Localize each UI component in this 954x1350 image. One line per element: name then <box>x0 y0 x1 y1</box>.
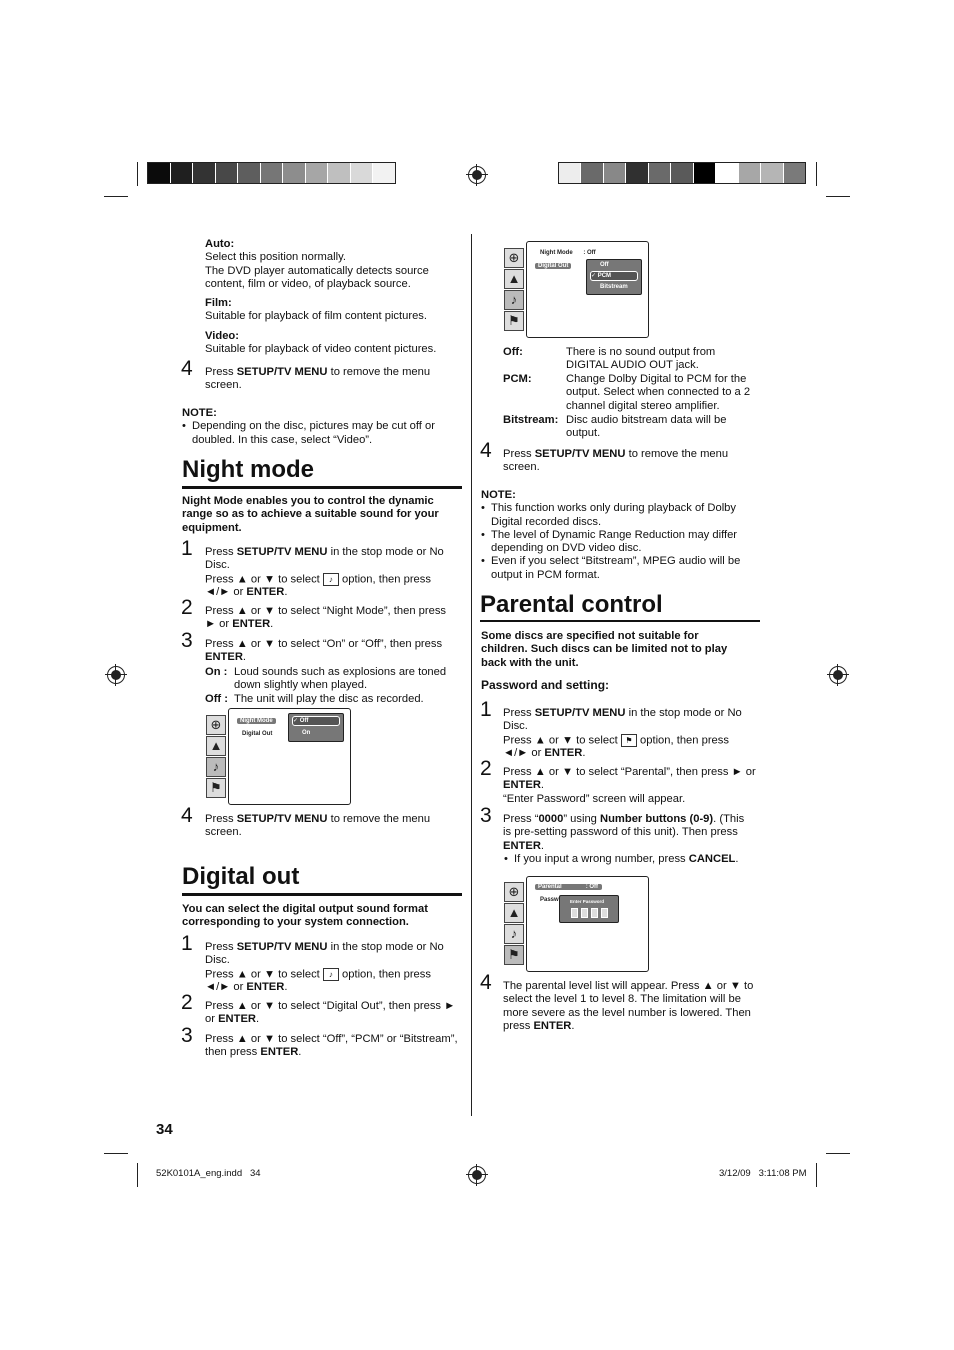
speaker-icon: ♪ <box>323 968 339 981</box>
note-bullet: • The level of Dynamic Range Reduction may differ depending on DVD video disc. <box>481 529 766 556</box>
note-bullet: • This function works only during playback of Dolby Digital recorded discs. <box>481 502 766 529</box>
step-number: 4 <box>480 439 492 462</box>
speaker-icon: ♪ <box>504 924 524 944</box>
on-description: On : Loud sounds such as explosions are toned down slightly when played. Off : The unit will play the disc as recorded. <box>205 666 447 705</box>
section-title-parental-control: Parental control <box>480 591 663 618</box>
definition-list <box>503 346 765 441</box>
section-rule <box>480 620 760 622</box>
auto-label: Auto: <box>205 238 235 250</box>
note <box>481 489 766 582</box>
note-title: NOTE: <box>481 489 516 501</box>
step-number: 3 <box>181 629 193 652</box>
note-bullet: • Depending on the disc, pictures may be cut off or doubled. In this case, select “Video”. <box>182 420 467 447</box>
step-text: Press SETUP/TV MENU to remove the menu screen. <box>503 448 729 474</box>
color-swatch <box>716 163 738 183</box>
page-number: 34 <box>156 1121 173 1138</box>
color-swatch <box>261 163 284 183</box>
section-rule <box>182 486 462 489</box>
osd-option-off: ✓ Off <box>292 716 340 726</box>
osd-option-on: On <box>302 730 311 736</box>
step-number: 4 <box>181 357 193 380</box>
color-swatch <box>373 163 395 183</box>
osd-row-digital-out: Digital Out <box>535 263 571 269</box>
osd-option-bitstream: Bitstream <box>600 284 628 290</box>
step-text: The parental level list will appear. Press ▲ or ▼ to select the level 1 to level 8. The limitation will be more severe as the level number is lowered. Then press ENTER. <box>503 980 754 1032</box>
osd-row-night-mode: Night Mode <box>540 250 573 256</box>
step-number: 3 <box>181 1024 193 1047</box>
film-text: Suitable for playback of film content pictures. <box>205 310 427 323</box>
step-number: 4 <box>181 804 193 827</box>
step-text: Press SETUP/TV MENU in the stop mode or No Disc. Press ▲ or ▼ to select ♪ option, then press ◄/► or ENTER. <box>205 546 444 599</box>
footer-file: 52K0101A_eng.indd 34 <box>156 1168 261 1179</box>
password-boxes <box>571 908 611 918</box>
password-dialog-title: Enter Password <box>570 899 605 904</box>
color-swatch <box>604 163 626 183</box>
footer-date: 3/12/09 3:11:08 PM <box>719 1168 807 1179</box>
osd-row-value: : Off <box>585 884 599 890</box>
step-text: Press SETUP/TV MENU in the stop mode or No Disc. Press ▲ or ▼ to select ♪ option, then press ◄/► or ENTER. <box>205 941 444 994</box>
note <box>182 407 467 447</box>
color-swatch <box>328 163 351 183</box>
step-number: 2 <box>181 596 193 619</box>
night-mode-intro: Night Mode enables you to control the dynamic range so as to achieve a suitable sound for your equipment. <box>182 495 439 534</box>
step-text: Press SETUP/TV MENU to remove the menu screen. <box>205 813 431 839</box>
speaker-icon: ♪ <box>323 573 339 586</box>
video-label: Video: <box>205 330 239 342</box>
crop-mark <box>137 162 138 186</box>
color-swatch <box>559 163 581 183</box>
note-bullet: • Even if you select “Bitstream”, MPEG audio will be output in PCM format. <box>481 555 766 582</box>
step-number: 3 <box>480 804 492 827</box>
osd-screen <box>228 708 351 805</box>
note-title: NOTE: <box>182 407 217 419</box>
color-swatch <box>626 163 648 183</box>
auto-text: Select this position normally. <box>205 251 346 264</box>
osd-popup <box>586 259 642 295</box>
globe-icon: ⊕ <box>206 715 226 735</box>
osd-row-night-mode: Night Mode <box>237 718 276 724</box>
step-number: 1 <box>480 698 492 721</box>
speaker-icon: ♪ <box>504 290 524 310</box>
crop-mark <box>826 1153 850 1154</box>
registration-mark-icon <box>107 666 125 684</box>
speaker-icon: ♪ <box>206 757 226 777</box>
password-dialog <box>559 895 619 923</box>
parental-icon: ⚑ <box>504 311 524 331</box>
color-swatch <box>581 163 603 183</box>
color-swatch <box>649 163 671 183</box>
step-number: 1 <box>181 932 193 955</box>
crop-mark <box>826 196 850 197</box>
parental-icon: ⚑ <box>206 778 226 798</box>
color-swatch <box>671 163 693 183</box>
definition-bitstream: Bitstream: Disc audio bitstream data will be output. <box>503 414 727 440</box>
color-swatch <box>784 163 805 183</box>
section-title-night-mode: Night mode <box>182 456 314 483</box>
osd-row-parental: Parental <box>538 884 562 890</box>
parental-icon: ⚑ <box>504 945 524 965</box>
osd-row-password: Passw <box>540 897 559 903</box>
crop-mark <box>816 1163 817 1187</box>
color-swatch <box>193 163 216 183</box>
step-number: 4 <box>480 971 492 994</box>
section-rule <box>182 893 462 896</box>
osd-row-value: : Off <box>583 250 596 256</box>
auto-option <box>205 238 467 291</box>
film-option <box>205 297 467 324</box>
registration-mark-icon <box>829 666 847 684</box>
definition-pcm: PCM: Change Dolby Digital to PCM for the output. Select when connected to a 2 channel digital stereo amplifier. <box>503 373 751 412</box>
step-text: Press ▲ or ▼ to select “Off”, “PCM” or “Bitstream”, then press ENTER. <box>205 1033 458 1059</box>
parental-intro: Some discs are specified not suitable for children. Such discs can be limited not to play back with the unit. <box>481 630 728 669</box>
color-swatch <box>238 163 261 183</box>
parental-icon: ⚑ <box>621 734 637 747</box>
color-swatch <box>171 163 194 183</box>
auto-text: The DVD player automatically detects source <box>205 264 429 277</box>
color-swatch <box>351 163 374 183</box>
digital-out-intro: You can select the digital output sound format corresponding to your system connection. <box>182 903 428 929</box>
step-text: Press “0000” using Number buttons (0-9). (This is pre-setting password of this unit). Then press ENTER. • If you input a wrong number, press CANCEL. <box>503 813 765 866</box>
picture-icon: ▲ <box>504 903 524 923</box>
globe-icon: ⊕ <box>504 248 524 268</box>
step-text: Press ▲ or ▼ to select “On” or “Off”, then press ENTER. <box>205 638 443 664</box>
step-text: Press SETUP/TV MENU in the stop mode or No Disc. Press ▲ or ▼ to select ⚑ option, then press ◄/► or ENTER. <box>503 707 742 760</box>
osd-screen <box>526 876 649 972</box>
film-label: Film: <box>205 297 232 309</box>
color-swatch <box>216 163 239 183</box>
globe-icon: ⊕ <box>504 882 524 902</box>
color-swatch <box>148 163 171 183</box>
crop-mark <box>104 1153 128 1154</box>
step-text: Press ▲ or ▼ to select “Parental”, then press ► or ENTER. “Enter Password” screen will appear. <box>503 766 756 805</box>
video-option <box>205 330 467 357</box>
color-bar-left <box>147 162 396 184</box>
registration-mark-icon <box>468 1166 486 1184</box>
step-number: 1 <box>181 537 193 560</box>
step-number: 2 <box>181 991 193 1014</box>
osd-option-off: Off <box>600 262 609 268</box>
crop-mark <box>104 196 128 197</box>
osd-option-pcm: ✓ PCM <box>590 271 638 281</box>
section-title-digital-out: Digital out <box>182 863 300 890</box>
picture-icon: ▲ <box>206 736 226 756</box>
color-swatch <box>739 163 761 183</box>
column-divider <box>471 234 472 1116</box>
color-swatch <box>306 163 329 183</box>
osd-popup <box>288 713 344 742</box>
color-swatch <box>283 163 306 183</box>
osd-screen <box>526 241 649 338</box>
parental-subtitle: Password and setting: <box>481 678 610 692</box>
crop-mark <box>137 1163 138 1187</box>
step-text: Press ▲ or ▼ to select “Digital Out”, then press ► or ENTER. <box>205 1000 456 1026</box>
picture-icon: ▲ <box>504 269 524 289</box>
video-text: Suitable for playback of video content pictures. <box>205 343 437 356</box>
color-swatch <box>761 163 783 183</box>
step-text: Press SETUP/TV MENU to remove the menu screen. <box>205 366 431 392</box>
definition-off: Off: There is no sound output from DIGITAL AUDIO OUT jack. <box>503 346 716 372</box>
crop-mark <box>816 162 817 186</box>
color-bar-right <box>558 162 806 184</box>
step-text: Press ▲ or ▼ to select “Night Mode”, then press ► or ENTER. <box>205 605 447 631</box>
step-number: 2 <box>480 757 492 780</box>
registration-mark-icon <box>468 166 486 184</box>
auto-text: content, film or video, of playback source. <box>205 277 411 290</box>
osd-row-digital-out: Digital Out <box>242 731 273 737</box>
color-swatch <box>694 163 716 183</box>
